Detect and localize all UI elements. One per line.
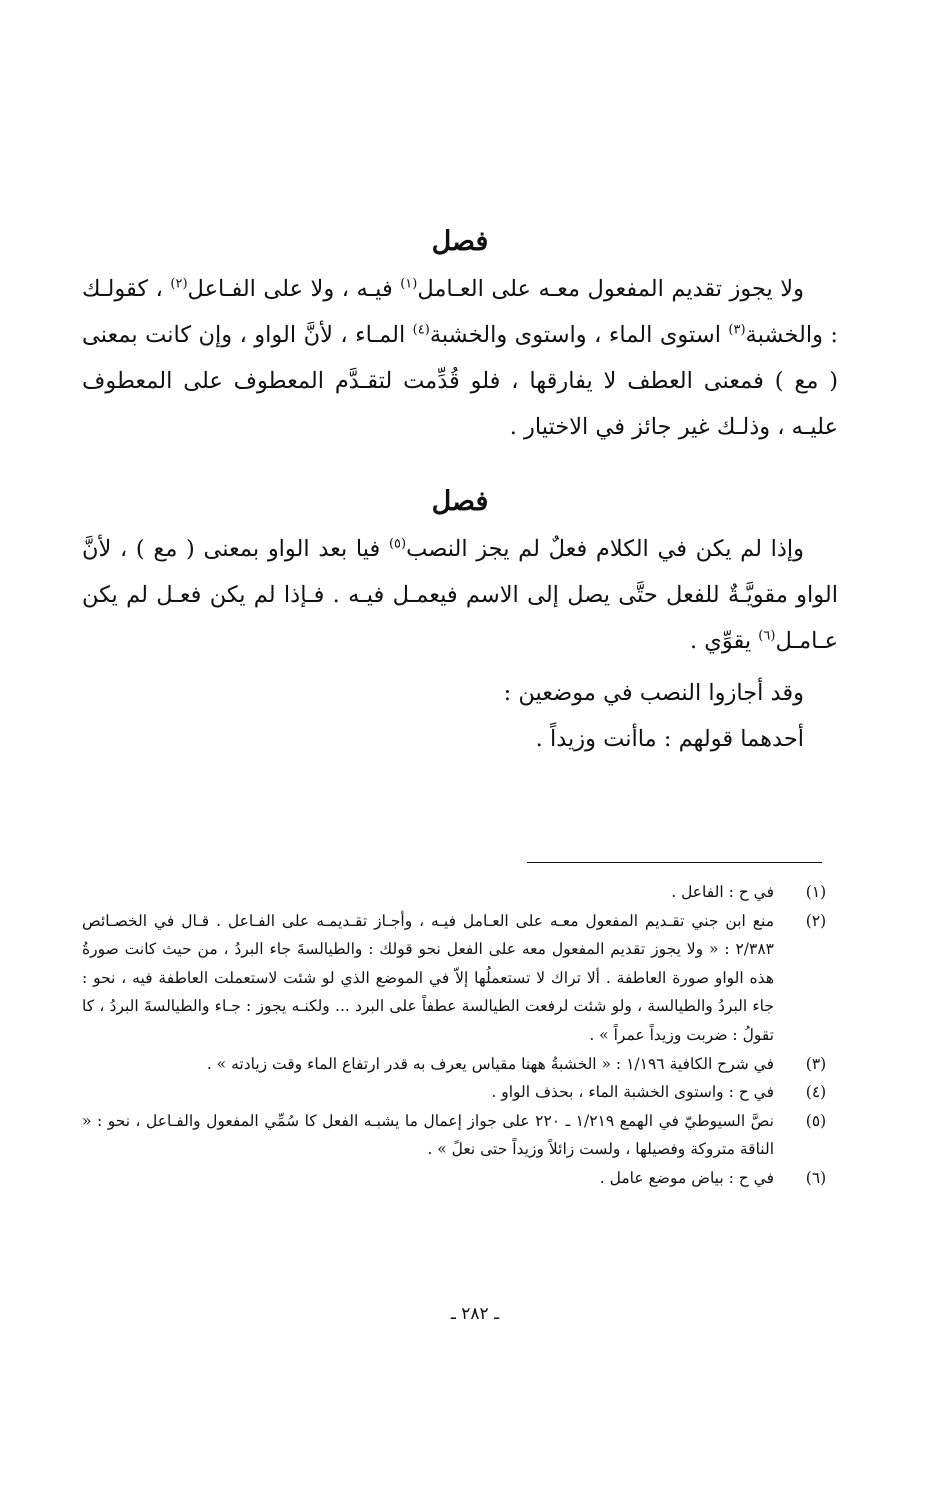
section-heading-1: فصل	[431, 226, 489, 257]
paragraph-3: وقد أجازوا النصب في موضعين :	[503, 680, 804, 706]
footnote-number: (٦)	[805, 1168, 827, 1187]
footnote-number: (٣)	[805, 1054, 827, 1073]
paragraph-1-text-a: ولا يجوز تقديم المفعول معـه على العـامل	[417, 276, 804, 302]
footnote-text: في ح : واستوى الخشبة الماء ، بحذف الواو .	[491, 1083, 774, 1102]
footnote-text: في ح : بياض موضع عامل .	[599, 1168, 774, 1187]
footnote-3	[82, 1050, 836, 1079]
page-number: ـ ٢٨٢ ـ	[450, 1304, 500, 1324]
footnote-text: منع ابن جني تقـديم المفعول معـه على العـامل فيـه ، وأجـاز تقـديمـه على الفـاعل . قـال في الخصـائص ٢/٣٨٣ : « ولا يجوز تقديم المفعول معه على الفعل نحو قولك : والطيالسةَ جاء البردُ ، من حيث كانت صورةُ هذه الواو صورة العاطفة . ألا تراك لا تستعملُها إلاّ في الموضع الذي لو شئت لاستعملت العاطفة فيه ، نحو : جاء البردُ والطيالسة ، ولو شئت لرفعت الطيالسة عطفاً على البرد ... ولكنـه يجوز : جـاء والطيالسةَ البردُ ، كا تقولُ : ضربت وزيداً عمراً » .	[82, 911, 774, 1044]
paragraph-1-text-c: ، كقولـك : والخشبة	[82, 276, 838, 348]
paragraph-2-text-a: وإذا لم يكن في الكلام فعلٌ لم يجز النصب	[406, 536, 804, 562]
footnote-number: (٢)	[805, 911, 827, 930]
paragraph-1-text-d: استوى الماء ، واستوى والخشبة	[429, 322, 729, 348]
footnote-marker-5: (٥)	[388, 536, 407, 552]
paragraph-2-text-c: يقوِّي .	[689, 628, 759, 654]
paragraph-4: أحدهما قولهم : ماأنت وزيداً .	[535, 726, 804, 752]
section-heading-2: فصل	[431, 486, 489, 517]
paragraph-1-text-e: المـاء ، لأنَّ الواو ، وإن كانت بمعنى ( مع ) فمعنى العطف لا يفارقها ، فلو قُدِّمت لتقـدَّم المعطوف على المعطوف عليـه ، وذلـك غير جائز في الاختيار .	[82, 322, 838, 440]
paragraph-1-text-b: فيـه ، ولا على الفـاعل	[187, 276, 401, 302]
footnote-6	[82, 1164, 836, 1193]
footnote-marker-1: (١)	[400, 276, 418, 292]
footnote-text: في ح : الفاعل .	[671, 883, 774, 901]
footnote-number: (٤)	[805, 1083, 827, 1102]
footnote-number: (١)	[805, 883, 827, 901]
paragraph-2	[82, 526, 838, 664]
main-text	[82, 222, 838, 762]
footnote-text: نصَّ السيوطيّ في الهمع ١/٢١٩ ـ ٢٢٠ على جواز إعمال ما يشبـه الفعل كا سُمِّي المفعول والفـاعل ، نحو : « الناقة متروكة وفصيلها ، ولست زائلاً وزيداً حتى نعلً » .	[82, 1111, 774, 1159]
footnote-marker-6: (٦)	[758, 628, 776, 644]
footnote-text: في شرح الكافية ١/١٩٦ : « الخشبةُ ههنا مقياس يعرف به قدر ارتفاع الماء وقت زيادته » .	[206, 1054, 774, 1073]
footnote-number: (٥)	[805, 1111, 827, 1130]
footnote-marker-4: (٤)	[412, 322, 430, 338]
footnote-4	[82, 1078, 836, 1107]
footnote-1	[82, 878, 836, 907]
paragraph-1	[82, 266, 838, 450]
footnote-separator	[527, 862, 822, 863]
footnote-2	[82, 907, 836, 1050]
footnote-marker-3: (٣)	[728, 322, 746, 338]
footnote-marker-2: (٢)	[170, 276, 188, 292]
footnote-5	[82, 1107, 836, 1164]
footnotes	[82, 878, 836, 1193]
paragraph-2-text-b: فيا بعد الواو بمعنى ( مع ) ، لأنَّ الواو مقويَّـةٌ للفعل حتَّى يصل إلى الاسم فيعمـل فيـه . فـإذا لم يكن فعـل لم يكن عـامـل	[82, 536, 838, 654]
